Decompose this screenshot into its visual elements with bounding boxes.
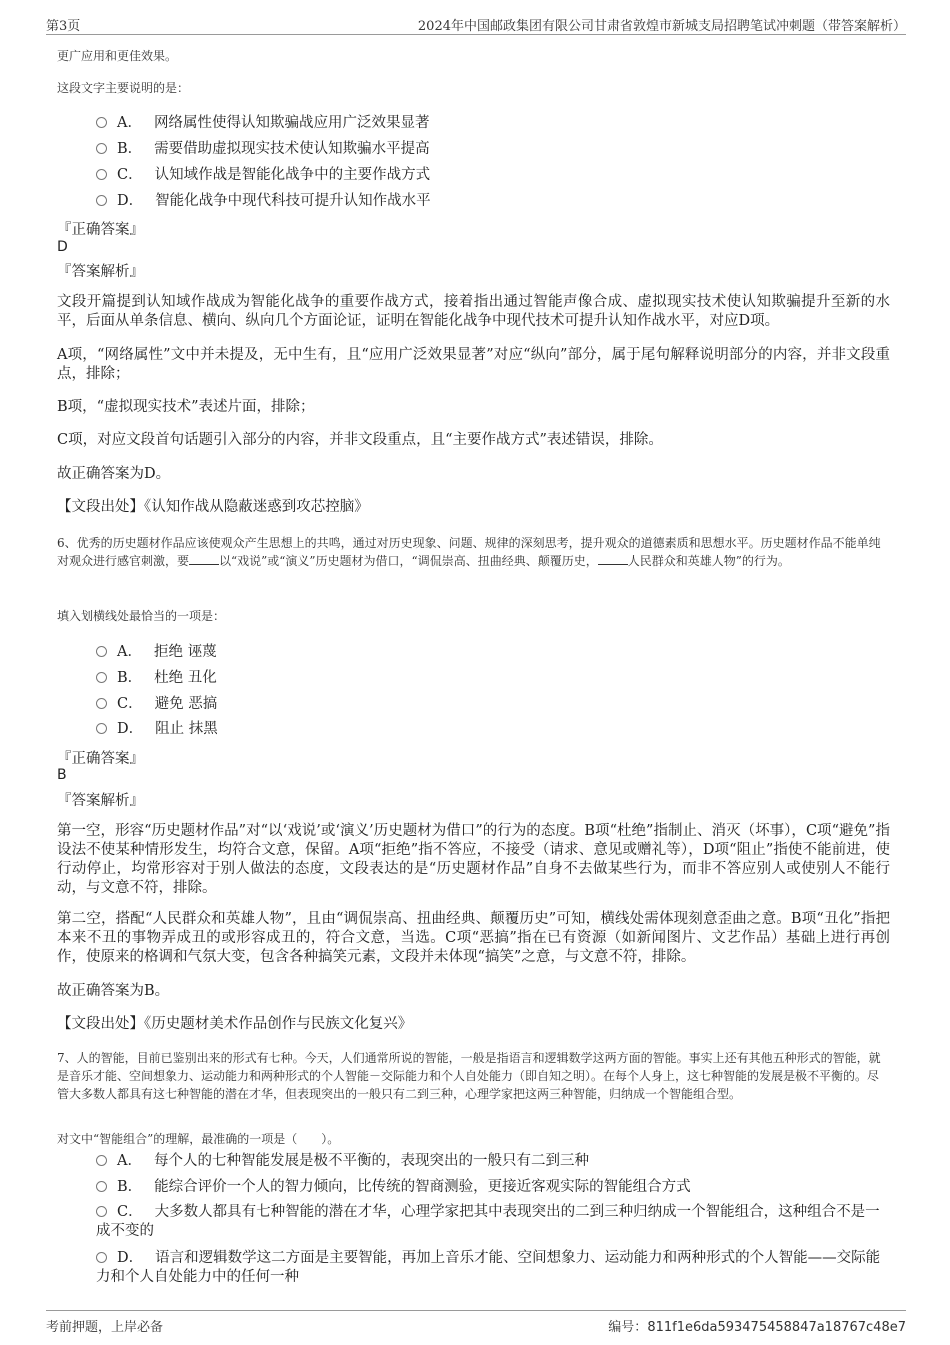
blank-line bbox=[189, 554, 219, 565]
q5-analysis-1: 文段开篇提到认知域作战成为智能化战争的重要作战方式，接着指出通过智能声像合成、虚拟现实技术使认知欺骗提升至新的水平，后面从单条信息、横向、纵向几个方面论证，证明在智能化战争中现代技术可提升认知作战水平，对应D项。 bbox=[57, 294, 890, 329]
q6-option-c[interactable]: C． 避免 恶搞 bbox=[96, 695, 890, 714]
radio-icon[interactable] bbox=[96, 1206, 107, 1217]
q5-stem-tail: 更广应用和更佳效果。 bbox=[57, 49, 178, 63]
q6-answer-label: 『正确答案』 bbox=[57, 751, 144, 767]
radio-icon[interactable] bbox=[96, 117, 107, 128]
q5-option-c[interactable]: C． 认知域作战是智能化战争中的主要作战方式 bbox=[96, 166, 890, 185]
radio-icon[interactable] bbox=[96, 698, 107, 709]
radio-icon[interactable] bbox=[96, 1181, 107, 1192]
q6-prompt: 填入划横线处最恰当的一项是： bbox=[57, 609, 226, 623]
q6-option-d[interactable]: D． 阻止 抹黑 bbox=[96, 720, 890, 739]
q5-answer-label: 『正确答案』 bbox=[57, 222, 144, 238]
blank-line bbox=[598, 554, 628, 565]
q5-analysis-5: 故正确答案为D。 bbox=[57, 466, 171, 482]
q5-source: 【文段出处】《认知作战从隐蔽迷惑到攻芯控脑》 bbox=[57, 499, 369, 515]
q5-analysis-4: C项，对应文段首句话题引入部分的内容，并非文段重点，且“主要作战方式”表述错误，排除。 bbox=[57, 432, 663, 448]
radio-icon[interactable] bbox=[96, 143, 107, 154]
q5-prompt: 这段文字主要说明的是： bbox=[57, 81, 190, 95]
q5-answer: D bbox=[57, 239, 68, 255]
q7-option-a[interactable]: A． 每个人的七种智能发展是极不平衡的，表现突出的一般只有二到三种 bbox=[96, 1152, 890, 1171]
radio-icon[interactable] bbox=[96, 646, 107, 657]
q6-analysis-label: 『答案解析』 bbox=[57, 793, 144, 809]
q5-analysis-label: 『答案解析』 bbox=[57, 264, 144, 280]
q5-analysis-2: A项，“网络属性”文中并未提及，无中生有，且“应用广泛效果显著”对应“纵向”部分，属于尾句解释说明部分的内容，并非文段重点，排除； bbox=[57, 347, 890, 382]
q5-analysis-3: B项，“虚拟现实技术”表述片面，排除； bbox=[57, 399, 315, 415]
q6-analysis-3: 故正确答案为B。 bbox=[57, 983, 170, 999]
q6-source: 【文段出处】《历史题材美术作品创作与民族文化复兴》 bbox=[57, 1016, 413, 1032]
q5-option-a[interactable]: A． 网络属性使得认知欺骗战应用广泛效果显著 bbox=[96, 114, 890, 133]
q5-option-d[interactable]: D． 智能化战争中现代科技可提升认知作战水平 bbox=[96, 192, 890, 211]
q7-option-c[interactable]: C． 大多数人都具有七种智能的潜在才华，心理学家把其中表现突出的二到三种归纳成一个智能组合，这种组合不是一成不变的 bbox=[96, 1204, 880, 1239]
radio-icon[interactable] bbox=[96, 169, 107, 180]
page-header bbox=[46, 12, 906, 35]
q6-analysis-2: 第二空，搭配“人民群众和英雄人物”，且由“调侃崇高、扭曲经典、颠覆历史”可知，横线处需体现刻意歪曲之意。B项“丑化”指把本来不丑的事物弄成丑的或形容成丑的，符合文意，当选。C项“恶搞”指在已有资源（如新闻图片、文艺作品）基础上进行再创作，使原来的格调和气氛大变，包含各种搞笑元素，文段并未体现“搞笑”之意，与文意不符，排除。 bbox=[57, 911, 890, 965]
q7-stem: 7、人的智能，目前已鉴别出来的形式有七种。今天，人们通常所说的智能，一般是指语言和逻辑数学这两方面的智能。事实上还有其他五种形式的智能，就是音乐才能、空间想象力、运动能力和两种形式的个人智能－交际能力和个人自处能力（即自知之明）。在每个人身上，这七种智能的发展是极不平衡的。尽管大多数人都具有这七种智能的潜在才华，但表现突出的一般只有二到三种，心理学家把这两三种智能，归纳成一个智能组合型。 bbox=[57, 1051, 881, 1101]
page-footer bbox=[46, 1310, 906, 1335]
q7-option-b[interactable]: B． 能综合评价一个人的智力倾向，比传统的智商测验，更接近客观实际的智能组合方式 bbox=[96, 1178, 890, 1197]
q6-stem: 6、优秀的历史题材作品应该使观众产生思想上的共鸣，通过对历史现象、问题、规律的深刻思考，提升观众的道德素质和思想水平。历史题材作品不能单纯对观众进行感官刺激，要 以“戏说”或“演义”历史题材为借口，“调侃崇高、扭曲经典、颠覆历史， 人民群众和英雄人物”的行为。 bbox=[57, 536, 881, 568]
q5-option-b[interactable]: B． 需要借助虚拟现实技术使认知欺骗水平提高 bbox=[96, 140, 890, 159]
q6-answer: B bbox=[57, 767, 67, 783]
q6-analysis-1: 第一空，形容“历史题材作品”对“以‘戏说’或‘演义’历史题材为借口”的行为的态度。B项“杜绝”指制止、消灭（坏事），C项“避免”指设法不使某种情形发生，均符合文意，保留。A项“拒绝”指不答应，不接受（请求、意见或赠礼等），D项“阻止”指使不能前进，使行动停止，均常形容对于别人做法的态度，文段表达的是“历史题材作品”自身不去做某些行为，而非不答应别人或使别人不能行动，与文意不符，排除。 bbox=[57, 823, 890, 896]
radio-icon[interactable] bbox=[96, 1252, 107, 1263]
q7-prompt: 对文中“智能组合”的理解，最准确的一项是（ ）。 bbox=[57, 1132, 340, 1146]
radio-icon[interactable] bbox=[96, 195, 107, 206]
q7-option-d[interactable]: D． 语言和逻辑数学这二方面是主要智能，再加上音乐才能、空间想象力、运动能力和两种形式的个人智能——交际能力和个人自处能力中的任何一种 bbox=[96, 1250, 881, 1285]
radio-icon[interactable] bbox=[96, 672, 107, 683]
footer-slogan: 考前押题，上岸必备 bbox=[46, 1320, 164, 1335]
page-number: 第3页 bbox=[46, 19, 81, 34]
document-title: 2024年中国邮政集团有限公司甘肃省敦煌市新城支局招聘笔试冲刺题（带答案解析） bbox=[417, 19, 906, 34]
q6-option-a[interactable]: A． 拒绝 诬蔑 bbox=[96, 643, 890, 662]
document-code: 编号：811f1e6da593475458847a18767c48e7 bbox=[608, 1320, 906, 1335]
q6-option-b[interactable]: B． 杜绝 丑化 bbox=[96, 669, 890, 688]
radio-icon[interactable] bbox=[96, 1155, 107, 1166]
radio-icon[interactable] bbox=[96, 723, 107, 734]
